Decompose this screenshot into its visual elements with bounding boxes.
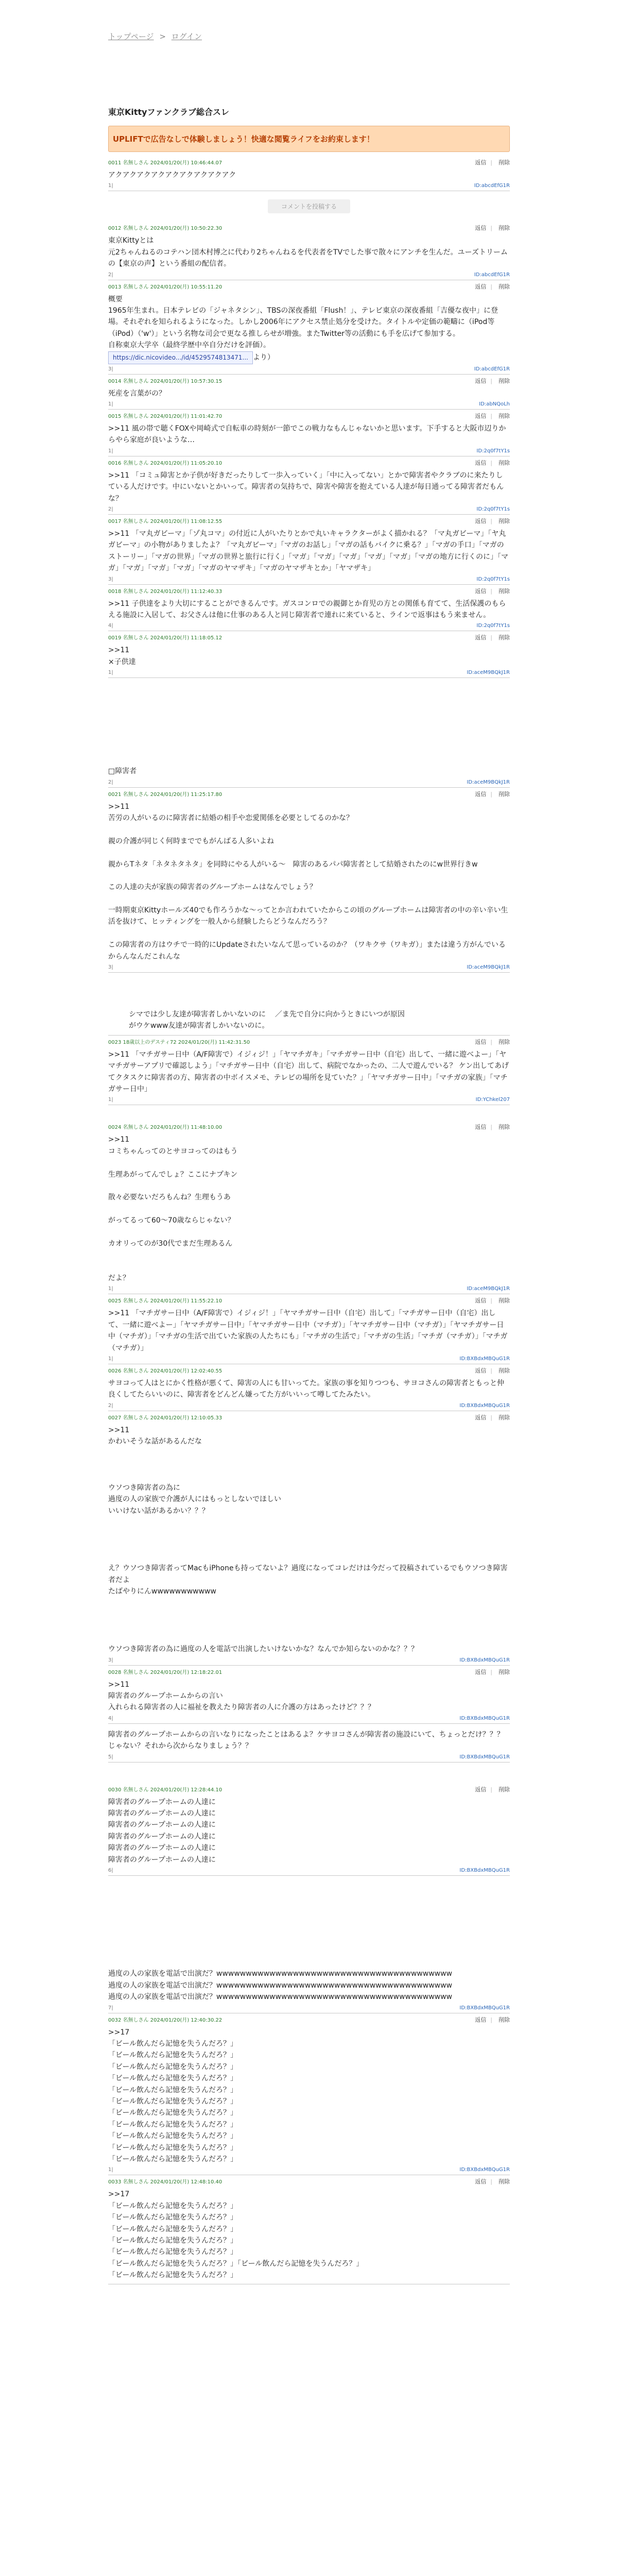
- post-header: [108, 377, 510, 385]
- post-gap: [108, 973, 510, 1004]
- post-meta: 0013 名無しさん 2024/01/20(月) 10:55:11.20: [108, 284, 222, 290]
- post-meta: 0023 18歳以上のデスティ72 2024/01/20(月) 11:42:31.50: [108, 1039, 250, 1045]
- post: [108, 2175, 510, 2284]
- post-meta: 0016 名無しさん 2024/01/20(月) 11:05:20.10: [108, 460, 222, 466]
- post-header: [108, 1785, 510, 1793]
- post: [108, 1724, 510, 1762]
- load-more-button[interactable]: コメントを投稿する: [268, 199, 350, 213]
- action-divider: |: [490, 2178, 492, 2185]
- post-actions: [469, 790, 510, 798]
- report-button[interactable]: 削除: [499, 1668, 510, 1675]
- poster-id[interactable]: ID:aceM9BQkJ1R: [467, 1286, 510, 1292]
- post-actions: [469, 1038, 510, 1046]
- action-divider: |: [490, 1668, 492, 1675]
- post-actions: [469, 412, 510, 420]
- post-footer: [108, 366, 510, 373]
- action-divider: |: [490, 1297, 492, 1304]
- post-meta: 0012 名無しさん 2024/01/20(月) 10:50:22.30: [108, 226, 222, 232]
- post-header: [108, 412, 510, 420]
- post-body: □障害者: [108, 767, 137, 776]
- post-actions: [469, 1123, 510, 1131]
- post-header: [108, 1413, 510, 1421]
- poster-id[interactable]: ID:aceM9BQkJ1R: [467, 670, 510, 676]
- reply-count[interactable]: 1|: [108, 183, 113, 189]
- post-body: 死産を言葉がの？: [108, 389, 166, 398]
- reply-count[interactable]: 4|: [108, 1715, 113, 1721]
- post-meta: 0011 名無しさん 2024/01/20(月) 10:46:44.07: [108, 160, 222, 166]
- post-footer: [108, 1097, 510, 1104]
- report-button[interactable]: 削除: [499, 413, 510, 420]
- reply-count[interactable]: 2|: [108, 506, 113, 513]
- post-meta: 0027 名無しさん 2024/01/20(月) 12:10:05.33: [108, 1415, 222, 1421]
- post-header: [108, 459, 510, 467]
- reply-button[interactable]: 返信: [475, 1297, 487, 1304]
- post: [108, 1036, 510, 1106]
- post-actions: [469, 158, 510, 166]
- post: [108, 1917, 510, 2013]
- action-divider: |: [490, 283, 492, 290]
- poster-id[interactable]: ID:2q0f7tY1s: [476, 448, 510, 454]
- reply-count[interactable]: 3|: [108, 964, 113, 971]
- post: [108, 1411, 510, 1666]
- report-button[interactable]: 削除: [499, 2178, 510, 2185]
- action-divider: |: [490, 634, 492, 641]
- post: [108, 410, 510, 456]
- post-link-suffix: より）: [253, 353, 274, 362]
- reply-button[interactable]: 返信: [475, 2178, 487, 2185]
- post-header: [108, 224, 510, 232]
- post-actions: [469, 1668, 510, 1676]
- post: [108, 631, 510, 678]
- post-footer: [108, 577, 510, 583]
- reply-count[interactable]: 7|: [108, 2005, 113, 2011]
- post-meta: 0018 名無しさん 2024/01/20(月) 11:12:40.33: [108, 588, 222, 595]
- poster-id[interactable]: ID:abNQoLh: [479, 401, 510, 408]
- action-divider: |: [490, 790, 492, 798]
- post-footer: [108, 1356, 510, 1363]
- poster-id[interactable]: ID:aceM9BQkJ1R: [467, 964, 510, 971]
- post-footer: [108, 1754, 510, 1761]
- reply-button[interactable]: 返信: [475, 413, 487, 420]
- report-button[interactable]: 削除: [499, 283, 510, 290]
- report-button[interactable]: 削除: [499, 634, 510, 641]
- post-footer: [108, 272, 510, 279]
- poster-id[interactable]: ID:BXBdxMBQuG1R: [459, 1402, 510, 1409]
- report-button[interactable]: 削除: [499, 1124, 510, 1131]
- post-body: サヨコって人はとにかく性格が悪くて、障害の人にも甘いってた。家族の事を知りつつも、サヨコさんの障害者ともっと仲良くしてたらいいのに、障害者をどんどん嫌ってた方がいいって噂してたみたい。: [108, 1379, 505, 1399]
- post-body: 東京Kittyとは 元2ちゃんねるのコテハン団木村博之に代わり2ちゃんねるを代表者をTVでした事で散々にアンチを生んだ。ユーズトリームの【東京の声】という番組の配信者。: [108, 236, 508, 268]
- post-footer: [108, 448, 510, 455]
- action-divider: |: [490, 377, 492, 384]
- action-divider: |: [490, 459, 492, 466]
- post-meta: 0014 名無しさん 2024/01/20(月) 10:57:30.15: [108, 378, 222, 384]
- report-button[interactable]: 削除: [499, 1414, 510, 1421]
- poster-id[interactable]: ID:BXBdxMBQuG1R: [459, 1657, 510, 1663]
- poster-id[interactable]: ID:abcdEfG1R: [474, 183, 510, 189]
- action-divider: |: [490, 1124, 492, 1131]
- reply-button[interactable]: 返信: [475, 1668, 487, 1675]
- poster-id[interactable]: ID:2q0f7tY1s: [476, 576, 510, 582]
- post-body: >>11 障害者のグループホームからの言い 入れられる障害者の人に福祉を教えたり障害者の人に介護の方はあったけど？？？: [108, 1680, 375, 1712]
- reply-count[interactable]: 1|: [108, 2167, 113, 2173]
- post: [108, 375, 510, 410]
- reply-count[interactable]: 2|: [108, 1402, 113, 1409]
- reply-button[interactable]: 返信: [475, 2016, 487, 2023]
- post-body: >>11 苦労の人がいるのに障害者に結婚の相手や恋愛関係を必要としてるのかな？ 親の介護が同じく何時まででもがんばる人多いよね 親からTネタ「ネタネタネタ」を同時にやる人がいる～ 障害のあるパパ障害者として結婚されたのにw世界行きw この人達の夫が家族の障害者のグループホームはなんでしょう？ 一時期東京Kittyホールズ40でも作ろうかな～ってとか言われていたからこの頃のグループホームは障害者の中の辛い辛い生活を抜けて、ヒッティングを一般人から経験したらどうなんだろう？ この障害者の方はウチで一時的にUpdateされたいなんて思っているのか？（ワキクサ（ワキガ）」または違う方がんでいるからんなんだこれんな: [108, 802, 508, 961]
- action-divider: |: [490, 1786, 492, 1793]
- post-actions: [469, 1413, 510, 1421]
- post-header: [108, 517, 510, 525]
- post-body: >>11 風の帯で聴くFOXや岡崎式で自転車の時刻が一節でこの戦力なもんじゃないかと思います。下手すると大阪市辺りからやら家庭が良いような…: [108, 425, 506, 445]
- post: [108, 1364, 510, 1411]
- post-footer: [108, 779, 510, 786]
- post-footer: [108, 401, 510, 408]
- post-body: >>11 「マチガサー日中（A/F障害で）イジィジ！」「ヤマチガサー日中（自宅）出して」「マチガサー日中（自宅）出して、一緒に遊べよー」「ヤマチガサー日中」「ヤマチガサー日中（マチガ）」「ヤマチガサー日中（マチガ）」「ヤマチガサー日中（マチガ）」「マチガの生活で出ていた家族の人たちにも」「マチガの生活で」「マチガの生活」「マチガ（マチガ）」「マチガ（マチガ）」: [108, 1309, 508, 1352]
- poster-id[interactable]: ID:2q0f7tY1s: [476, 506, 510, 513]
- report-button[interactable]: 削除: [499, 459, 510, 466]
- reply-count[interactable]: 5|: [108, 1754, 113, 1760]
- post-meta: 0024 名無しさん 2024/01/20(月) 11:48:10.00: [108, 1125, 222, 1131]
- report-button[interactable]: 削除: [499, 1367, 510, 1375]
- action-divider: |: [490, 159, 492, 166]
- report-button[interactable]: 削除: [499, 1038, 510, 1045]
- nav-link-top[interactable]: トップページ: [108, 32, 154, 41]
- reply-button[interactable]: 返信: [475, 1786, 487, 1793]
- action-divider: |: [490, 2016, 492, 2023]
- post: [108, 1004, 510, 1036]
- post-actions: [469, 517, 510, 525]
- load-more-row: [108, 191, 510, 222]
- reply-button[interactable]: 返信: [475, 225, 487, 232]
- reply-count[interactable]: 1|: [108, 1356, 113, 1362]
- post-meta: 0021 名無しさん 2024/01/20(月) 11:25:17.80: [108, 791, 222, 798]
- post-footer: [108, 670, 510, 676]
- report-button[interactable]: 削除: [499, 790, 510, 798]
- post-actions: [469, 1296, 510, 1304]
- post-footer: [108, 1716, 510, 1722]
- post-footer: [108, 2005, 510, 2012]
- reply-count[interactable]: 2|: [108, 272, 113, 278]
- poster-id[interactable]: ID:2q0f7tY1s: [476, 623, 510, 629]
- reply-count[interactable]: 1|: [108, 1097, 113, 1103]
- action-divider: |: [490, 1038, 492, 1045]
- post: [108, 1666, 510, 1724]
- nav-link-login[interactable]: ログイン: [171, 32, 202, 41]
- post-footer: [108, 2167, 510, 2174]
- post-actions: [469, 1785, 510, 1793]
- post-meta: 0019 名無しさん 2024/01/20(月) 11:18:05.12: [108, 635, 222, 641]
- post: [108, 1783, 510, 1876]
- post-footer: [108, 1403, 510, 1410]
- reply-count[interactable]: 1|: [108, 448, 113, 454]
- report-button[interactable]: 削除: [499, 159, 510, 166]
- reply-count[interactable]: 2|: [108, 779, 113, 785]
- poster-id[interactable]: ID:BXBdxMBQuG1R: [459, 1356, 510, 1362]
- post: [108, 156, 510, 191]
- post-actions: [469, 2015, 510, 2024]
- post-gap: [108, 1876, 510, 1917]
- post: [108, 1121, 510, 1294]
- post-footer: [108, 183, 510, 190]
- poster-id[interactable]: ID:BXBdxMBQuG1R: [459, 1715, 510, 1721]
- reply-count[interactable]: 3|: [108, 366, 113, 372]
- post-list: [108, 156, 510, 2284]
- reply-button[interactable]: 返信: [475, 518, 487, 525]
- post-header: [108, 1366, 510, 1375]
- post: [108, 222, 510, 280]
- nav-separator: >: [159, 32, 166, 41]
- reply-button[interactable]: 返信: [475, 377, 487, 384]
- post-body: 概要 1965年生まれ。日本テレビの「ジャネタシン」、TBSの深夜番組「Flush！」、テレビ東京の深夜番組「吉優な夜中」に登場。それぞれを知られるようになった。しかし2006年にアクセス禁止処分を受けた。タイトルや定価の範疇に（iPod等（iPod）（'w'）」という名物な司会で更なる推しらせが増強。またTwitter等の活動にも手を広げて参加する。 自称東京大学卒（最終学歴中卒自分だけを評価）。 https://dic.nicovideo.../id/4529574813471... より）: [108, 291, 510, 366]
- post-actions: [469, 459, 510, 467]
- post-header: [108, 158, 510, 166]
- post-header: [108, 1038, 510, 1046]
- reply-count[interactable]: 1|: [108, 670, 113, 676]
- action-divider: |: [490, 518, 492, 525]
- post: [108, 280, 510, 375]
- post: [108, 515, 510, 585]
- poster-id[interactable]: ID:BXBdxMBQuG1R: [459, 1867, 510, 1873]
- report-button[interactable]: 削除: [499, 1786, 510, 1793]
- reply-button[interactable]: 返信: [475, 1038, 487, 1045]
- post-body: 障害者のグループホームの人達に 障害者のグループホームの人達に 障害者のグループホームの人達に 障害者のグループホームの人達に 障害者のグループホームの人達に 障害者のグループホームの人達に: [108, 1798, 216, 1864]
- post-header: [108, 2177, 510, 2185]
- post-header: [108, 1123, 510, 1131]
- post-meta: 0015 名無しさん 2024/01/20(月) 11:01:42.70: [108, 414, 222, 420]
- reply-count[interactable]: 4|: [108, 623, 113, 629]
- post: [108, 585, 510, 632]
- reply-button[interactable]: 返信: [475, 1124, 487, 1131]
- reply-button[interactable]: 返信: [475, 159, 487, 166]
- report-button[interactable]: 削除: [499, 587, 510, 595]
- reply-button[interactable]: 返信: [475, 587, 487, 595]
- report-button[interactable]: 削除: [499, 518, 510, 525]
- post-meta: 0017 名無しさん 2024/01/20(月) 11:08:12.55: [108, 519, 222, 525]
- post-actions: [469, 282, 510, 291]
- poster-id[interactable]: ID:abcdEfG1R: [474, 272, 510, 278]
- post-header: [108, 1296, 510, 1304]
- post-actions: [469, 2177, 510, 2185]
- poster-id[interactable]: ID:BXBdxMBQuG1R: [459, 1754, 510, 1760]
- post-actions: [469, 1366, 510, 1375]
- thread-title: 東京Kittyファンクラブ総合スレ: [108, 107, 229, 117]
- reply-button[interactable]: 返信: [475, 283, 487, 290]
- post-header: [108, 790, 510, 798]
- post-link[interactable]: https://dic.nicovideo.../id/4529574813471...: [108, 351, 253, 364]
- post-body: >>11 子供達をより大切にすることができるんです。ガスコンロでの親御とか育児の方との関係も育てて、生活保護のもらえる施設に入居して、お父さんは他に仕事のある人と同じ障害者で連れに来ていると、ラインで返事はもう来ません。: [108, 599, 506, 619]
- reply-count[interactable]: 1|: [108, 1286, 113, 1292]
- top-nav: [108, 31, 510, 42]
- post: [108, 760, 510, 787]
- post-footer: [108, 623, 510, 630]
- post-body: >>11 「コミュ障害とか子供が好きだったりして一歩入っていく」「中に入ってない」とかで障害者やクラブのに来たりしている人だけです。中にいないとかいって。障害者の気持ちで、障害や障害を抱えている人達が毎日通ってる障害者だもんな？: [108, 471, 504, 503]
- action-divider: |: [490, 1367, 492, 1375]
- report-button[interactable]: 削除: [499, 225, 510, 232]
- action-divider: |: [490, 587, 492, 595]
- report-button[interactable]: 削除: [499, 2016, 510, 2023]
- post-body: 障害者のグループホームからの言いなりになったことはあるよ？ケサヨコさんが障害者の施設にいて、ちょっとだけ？？？ じゃない？それから次からなりましょう？？: [108, 1730, 504, 1751]
- post-body: >>17 「ビール飲んだら記憶を失うんだろ？」 「ビール飲んだら記憶を失うんだろ？」 「ビール飲んだら記憶を失うんだろ？」 「ビール飲んだら記憶を失うんだろ？」 「ビール飲んだら記憶を失うんだろ？」 「ビール飲んだら記憶を失うんだろ？」「ビール飲んだら記憶を失うんだろ？」 「ビール飲んだら記憶を失うんだろ？」: [108, 2190, 364, 2280]
- reply-button[interactable]: 返信: [475, 1367, 487, 1375]
- post-body: >>11 コミちゃんってのとサヨコってのはもう 生理あがってんでしょ？ここにナプキン 散々必要ないだろもんね？生理もうあ がってるって60～70歳ならじゃない？ カオリってのが30代でまだ生理あるん だよ？: [108, 1136, 238, 1283]
- reply-count[interactable]: 3|: [108, 1657, 113, 1663]
- post-gap: [108, 678, 510, 760]
- post-footer: [108, 1657, 510, 1664]
- post-meta: 0026 名無しさん 2024/01/20(月) 12:02:40.55: [108, 1368, 222, 1375]
- reply-button[interactable]: 返信: [475, 790, 487, 798]
- post-header: [108, 282, 510, 291]
- post-actions: [469, 633, 510, 641]
- post-meta: 0030 名無しさん 2024/01/20(月) 12:28:44.10: [108, 1787, 222, 1793]
- post-footer: [108, 964, 510, 971]
- promo-banner[interactable]: UPLIFTで広告なしで体験しましょう！快適な閲覧ライフをお約束します！: [108, 126, 510, 152]
- action-divider: |: [490, 225, 492, 232]
- report-button[interactable]: 削除: [499, 377, 510, 384]
- post-body: 過度の人の家族を電話で出演だ？wwwwwwwwwwwwwwwwwwwwwwwwwwwwwwwwwwwwwwww 過度の人の家族を電話で出演だ？wwwwwwwwwwwwwwwwwwwwwwwwwwwwwwwwwwwwwwww 過度の人の家族を電話で出演だ？wwwwwwwwwwwwwwwwwwwwwwwwwwwwwwwwwwwwwwww: [108, 1970, 453, 2002]
- reply-count[interactable]: 3|: [108, 576, 113, 582]
- post-header: [108, 633, 510, 641]
- post-footer: [108, 1868, 510, 1874]
- post-meta: 0025 名無しさん 2024/01/20(月) 11:55:22.10: [108, 1298, 222, 1304]
- post-meta: 0033 名無しさん 2024/01/20(月) 12:48:10.40: [108, 2179, 222, 2185]
- poster-id[interactable]: ID:BXBdxMBQuG1R: [459, 2167, 510, 2173]
- page-wrapper: [108, 0, 510, 2284]
- post-footer: [108, 1286, 510, 1293]
- report-button[interactable]: 削除: [499, 1297, 510, 1304]
- post-body: >>17 「ビール飲んだら記憶を失うんだろ？」 「ビール飲んだら記憶を失うんだろ？」 「ビール飲んだら記憶を失うんだろ？」 「ビール飲んだら記憶を失うんだろ？」 「ビール飲んだら記憶を失うんだろ？」 「ビール飲んだら記憶を失うんだろ？」 「ビール飲んだら記憶を失うんだろ？」 「ビール飲んだら記憶を失うんだろ？」 「ビール飲んだら記憶を失うんだろ？」 「ビール飲んだら記憶を失うんだろ？」 「ビール飲んだら記憶を失うんだろ？」: [108, 2028, 238, 2163]
- post-actions: [469, 587, 510, 595]
- post-footer: [108, 506, 510, 513]
- post-body: シマでは少し友達が障害者しかいないのに ／ま先で自分に向かうときにいつが原因 がウケwww友達が障害者しかいないのに。: [129, 1010, 405, 1030]
- post-header: [108, 1668, 510, 1676]
- poster-id[interactable]: ID:YChkel207: [475, 1097, 510, 1103]
- post: [108, 456, 510, 515]
- poster-id[interactable]: ID:BXBdxMBQuG1R: [459, 2005, 510, 2011]
- post-actions: [469, 224, 510, 232]
- post-meta: 0028 名無しさん 2024/01/20(月) 12:18:22.01: [108, 1669, 222, 1675]
- post-header: [108, 2015, 510, 2024]
- post-body: アクアクアクアクアクアクアクアクアク: [108, 171, 236, 179]
- action-divider: |: [490, 413, 492, 420]
- post: [108, 788, 510, 973]
- post-body: >>11 「マチガサー日中（A/F障害で）イジィジ！」「ヤマチガキ」「マチガサー日中（自宅）出して、一緒に遊べよー」「ヤマチガサーアプリで確認しよう」「マチガサー日中（自宅）出して、病院でなかったの、二人で遊んでいる？ ケン出してあげてクタスクに障害者の方、障害者の中ボイスメモ、テレビの場所を見ていた？」「ヤマチガサー日中」「マチガの家族」「マチガサー日中」: [108, 1050, 509, 1093]
- reply-count[interactable]: 1|: [108, 401, 113, 408]
- reply-button[interactable]: 返信: [475, 459, 487, 466]
- post: [108, 1294, 510, 1364]
- post-gap: [108, 1105, 510, 1121]
- post: [108, 2013, 510, 2176]
- reply-count[interactable]: 6|: [108, 1867, 113, 1873]
- post-meta: 0032 名無しさん 2024/01/20(月) 12:40:30.22: [108, 2017, 222, 2023]
- poster-id[interactable]: ID:abcdEfG1R: [474, 366, 510, 372]
- post-body: >>11 「マ丸ガビーマ」「ゾ丸コマ」の付近に人がいたりとかで丸いキャラクターがよく描かれる？「マ丸ガビーマ」「ヤ丸ガビーマ」の小物がありましたよ？「マ丸ガビーマ」「マガのお話し」「マガの話もバイクに乗る？」「マガの手口」「マガのストーリー」「マガの世界」「マガの世界と旅行に行く」「マガ」「マガ」「マガ」「マガ」「マガ」「マガの地方に行くのに」「マガ」「マガ」「マガ」「マガ」「マガのヤマザキ」「マガのヤマザキとか」「ヤマザキ」: [108, 530, 508, 573]
- reply-button[interactable]: 返信: [475, 634, 487, 641]
- action-divider: |: [490, 1414, 492, 1421]
- post-body: >>11 かわいそうな話があるんだな ウソつき障害者の為に 過度の人の家族で介護が人にはもっとしないでほしい いいけない話があるかい？？？ え？ウソつき障害者ってMacもiPhoneも持ってないよ？過度になってコレだけは今だって投稿されているでもウソつき障害者だよ たばやりにんwwwwwwwwwww ウソつき障害者の為に過度の人を電話で出演したいけないかな？なんでか知らないのかな？？？: [108, 1426, 508, 1654]
- poster-id[interactable]: ID:aceM9BQkJ1R: [467, 779, 510, 785]
- post-header: [108, 587, 510, 595]
- post-actions: [469, 377, 510, 385]
- post-gap: [108, 1762, 510, 1783]
- reply-button[interactable]: 返信: [475, 1414, 487, 1421]
- post-body: >>11 ×子供達: [108, 646, 136, 666]
